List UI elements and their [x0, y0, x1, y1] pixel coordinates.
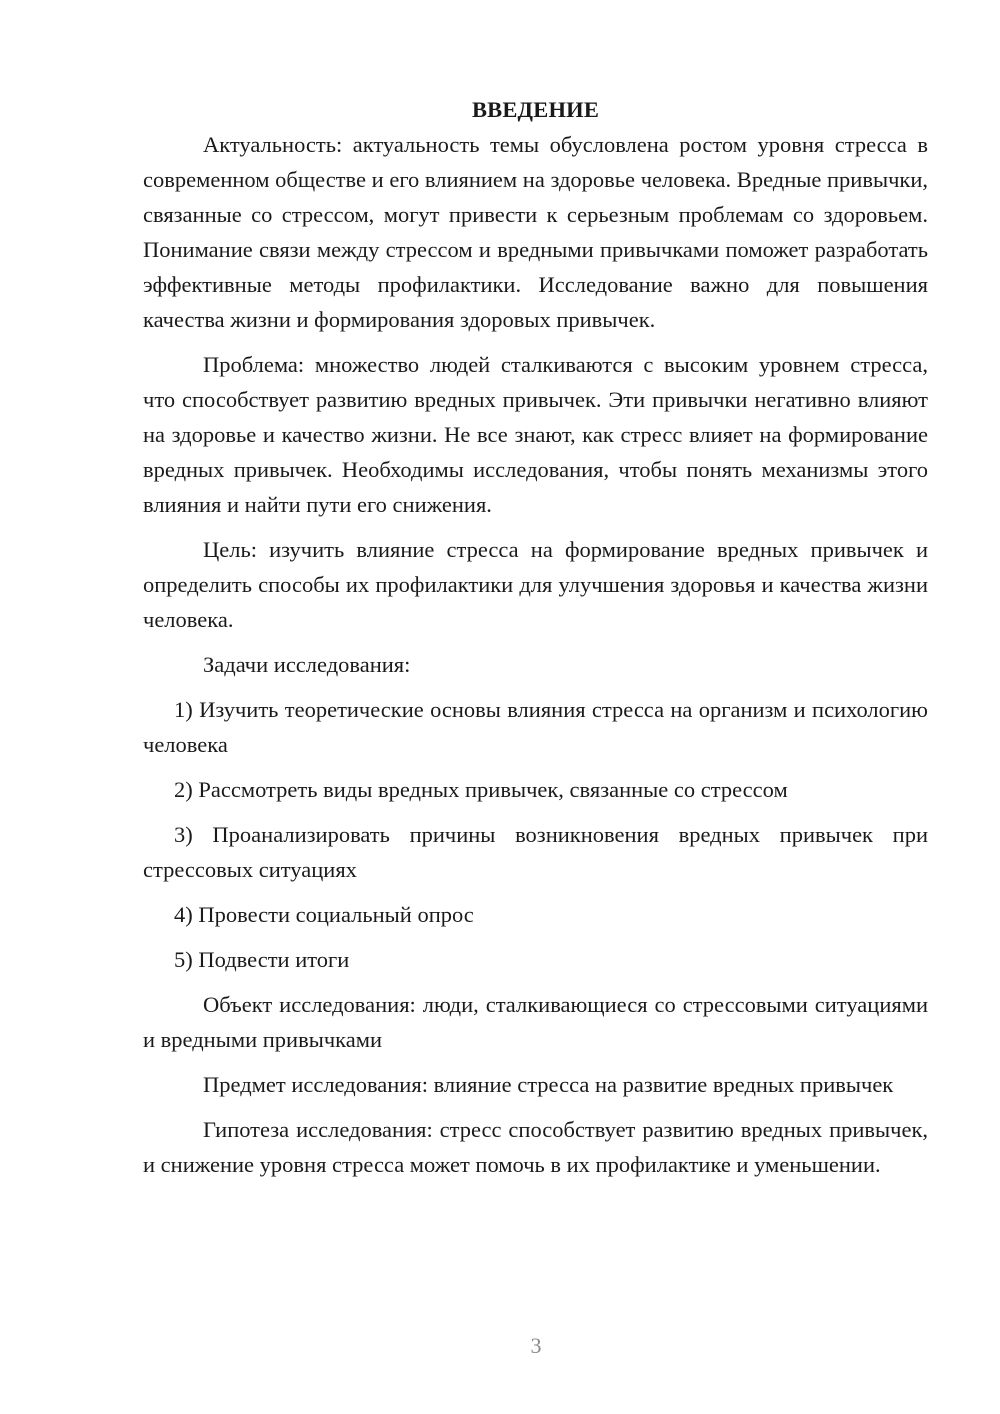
- list-item: 3) Проанализировать причины возникновения вредных привычек при стрессовых ситуациях: [143, 822, 928, 882]
- page-number: 3: [530, 1333, 542, 1358]
- tasks-heading: Задачи исследования:: [203, 652, 411, 677]
- list-item: 2) Рассмотреть виды вредных привычек, связанные со стрессом: [174, 777, 788, 802]
- document-body: [143, 92, 928, 1192]
- paragraph-goal: Цель: изучить влияние стресса на формирование вредных привычек и определить способы их профилактики для улучшения здоровья и качества жизни человека.: [143, 537, 928, 632]
- list-item: 4) Провести социальный опрос: [174, 902, 474, 927]
- paragraph-relevance: Актуальность: актуальность темы обусловлена ростом уровня стресса в современном обществе и его влиянием на здоровье человека. Вредные привычки, связанные со стрессом, могут привести к серьезным проблемам со здоровьем. Понимание связи между стрессом и вредными привычками поможет разработать эффективные методы профилактики. Исследование важно для повышения качества жизни и формирования здоровых привычек.: [143, 132, 928, 332]
- paragraph-subject: Предмет исследования: влияние стресса на развитие вредных привычек: [203, 1072, 894, 1097]
- list-item: 5) Подвести итоги: [174, 947, 350, 972]
- paragraph-object: Объект исследования: люди, сталкивающиеся со стрессовыми ситуациями и вредными привычками: [143, 992, 928, 1052]
- paragraph-problem: Проблема: множество людей сталкиваются с высоким уровнем стресса, что способствует развитию вредных привычек. Эти привычки негативно влияют на здоровье и качество жизни. Не все знают, как стресс влияет на формирование вредных привычек. Необходимы исследования, чтобы понять механизмы этого влияния и найти пути его снижения.: [143, 352, 928, 517]
- list-item: 1) Изучить теоретические основы влияния стресса на организм и психологию человека: [143, 697, 928, 757]
- tasks-list: [143, 692, 928, 977]
- paragraph-hypothesis: Гипотеза исследования: стресс способствует развитию вредных привычек, и снижение уровня стресса может помочь в их профилактике и уменьшении.: [143, 1117, 928, 1177]
- section-title: ВВЕДЕНИЕ: [471, 97, 600, 122]
